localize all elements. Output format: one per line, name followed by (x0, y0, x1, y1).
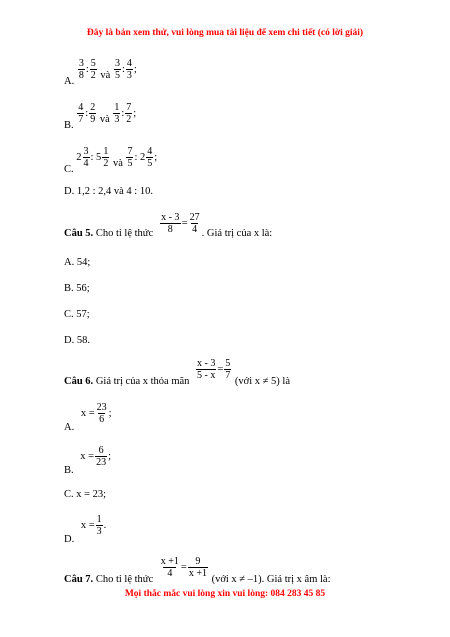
fraction: $\frac{x - 3}{8}$ (161, 212, 180, 235)
fraction: $\frac{3}{4}$ (83, 146, 89, 169)
q6-option-c: C. x = 23; (64, 489, 107, 500)
fraction: $\frac{1}{3}$ (96, 514, 102, 537)
fraction: $\frac{27}{4}$ (189, 212, 200, 235)
q6-option-b: B. x = $\frac{6}{23}$ ; (64, 445, 111, 476)
q5-option-b: B. 56; (64, 283, 90, 294)
question-6: Câu 6. Giá trị của x thỏa mãn $\frac{x - 3}{5 - x}$ = $\frac{5}{7}$ (với x ≠ 5) là (64, 358, 290, 387)
option-label: A. (64, 75, 75, 87)
question-5: Câu 5. Cho tỉ lệ thức $\frac{x - 3}{8}$ = $\frac{27}{4}$ . Giá trị của x là: (64, 212, 273, 239)
q4-option-b: B. $\frac{4}{7}$ : $\frac{2}{9}$ và $\frac{1}{3}$ : $\frac{7}{2}$ ; (64, 102, 137, 131)
q5-option-c: C. 57; (64, 309, 90, 320)
question-7: Câu 7. Cho tỉ lệ thức $\frac{x +1}{4}$ = $\frac{9}{x +1}$ (với x ≠ –1). Giá trị x âm là: (64, 556, 331, 585)
fraction: $\frac{2}{9}$ (90, 102, 96, 125)
q6-option-d: D. x = $\frac{1}{3}$ . (64, 514, 107, 545)
fraction: $\frac{4}{3}$ (126, 58, 132, 81)
fraction: $\frac{3}{8}$ (78, 58, 84, 81)
fraction: $\frac{4}{5}$ (147, 146, 153, 169)
q4-option-a: A. $\frac{3}{8}$ : $\frac{5}{2}$ và $\frac{3}{5}$ : $\frac{4}{3}$ ; (64, 58, 137, 87)
question-label: Câu 5. (64, 227, 94, 239)
q5-option-d: D. 58. (64, 335, 90, 346)
header-banner: Đây là bản xem thử, vui lòng mua tài liệu để xem chi tiết (có lời giải) (86, 28, 364, 38)
question-label: Câu 6. (64, 375, 94, 387)
fraction: $\frac{1}{2}$ (103, 146, 109, 169)
fraction: $\frac{5}{7}$ (225, 358, 231, 381)
q4-option-d: D. 1,2 : 2,4 và 4 : 10. (64, 186, 153, 197)
fraction: $\frac{7}{5}$ (127, 146, 133, 169)
fraction: $\frac{x - 3}{5 - x}$ (197, 358, 216, 381)
fraction: $\frac{9}{x +1}$ (188, 556, 207, 579)
fraction: $\frac{7}{2}$ (126, 102, 132, 125)
option-label: C. (64, 163, 74, 175)
fraction: $\frac{x +1}{4}$ (160, 556, 179, 579)
fraction: $\frac{1}{3}$ (114, 102, 120, 125)
q6-option-a: A. x = $\frac{23}{6}$ ; (64, 402, 112, 433)
fraction: $\frac{3}{5}$ (114, 58, 120, 81)
option-label: B. (64, 119, 74, 131)
footer-banner: Mọi thắc mắc vui lòng xin vui lòng: 084 283 45 85 (124, 589, 326, 599)
fraction: $\frac{5}{2}$ (90, 58, 96, 81)
question-label: Câu 7. (64, 573, 94, 585)
fraction: $\frac{4}{7}$ (78, 102, 84, 125)
fraction: $\frac{6}{23}$ (96, 445, 107, 468)
q5-option-a: A. 54; (64, 257, 91, 268)
fraction: $\frac{23}{6}$ (96, 402, 107, 425)
q4-option-c: C. 2 $\frac{3}{4}$ : 5 $\frac{1}{2}$ và $\frac{7}{5}$ : 2 $\frac{4}{5}$ ; (64, 146, 158, 175)
